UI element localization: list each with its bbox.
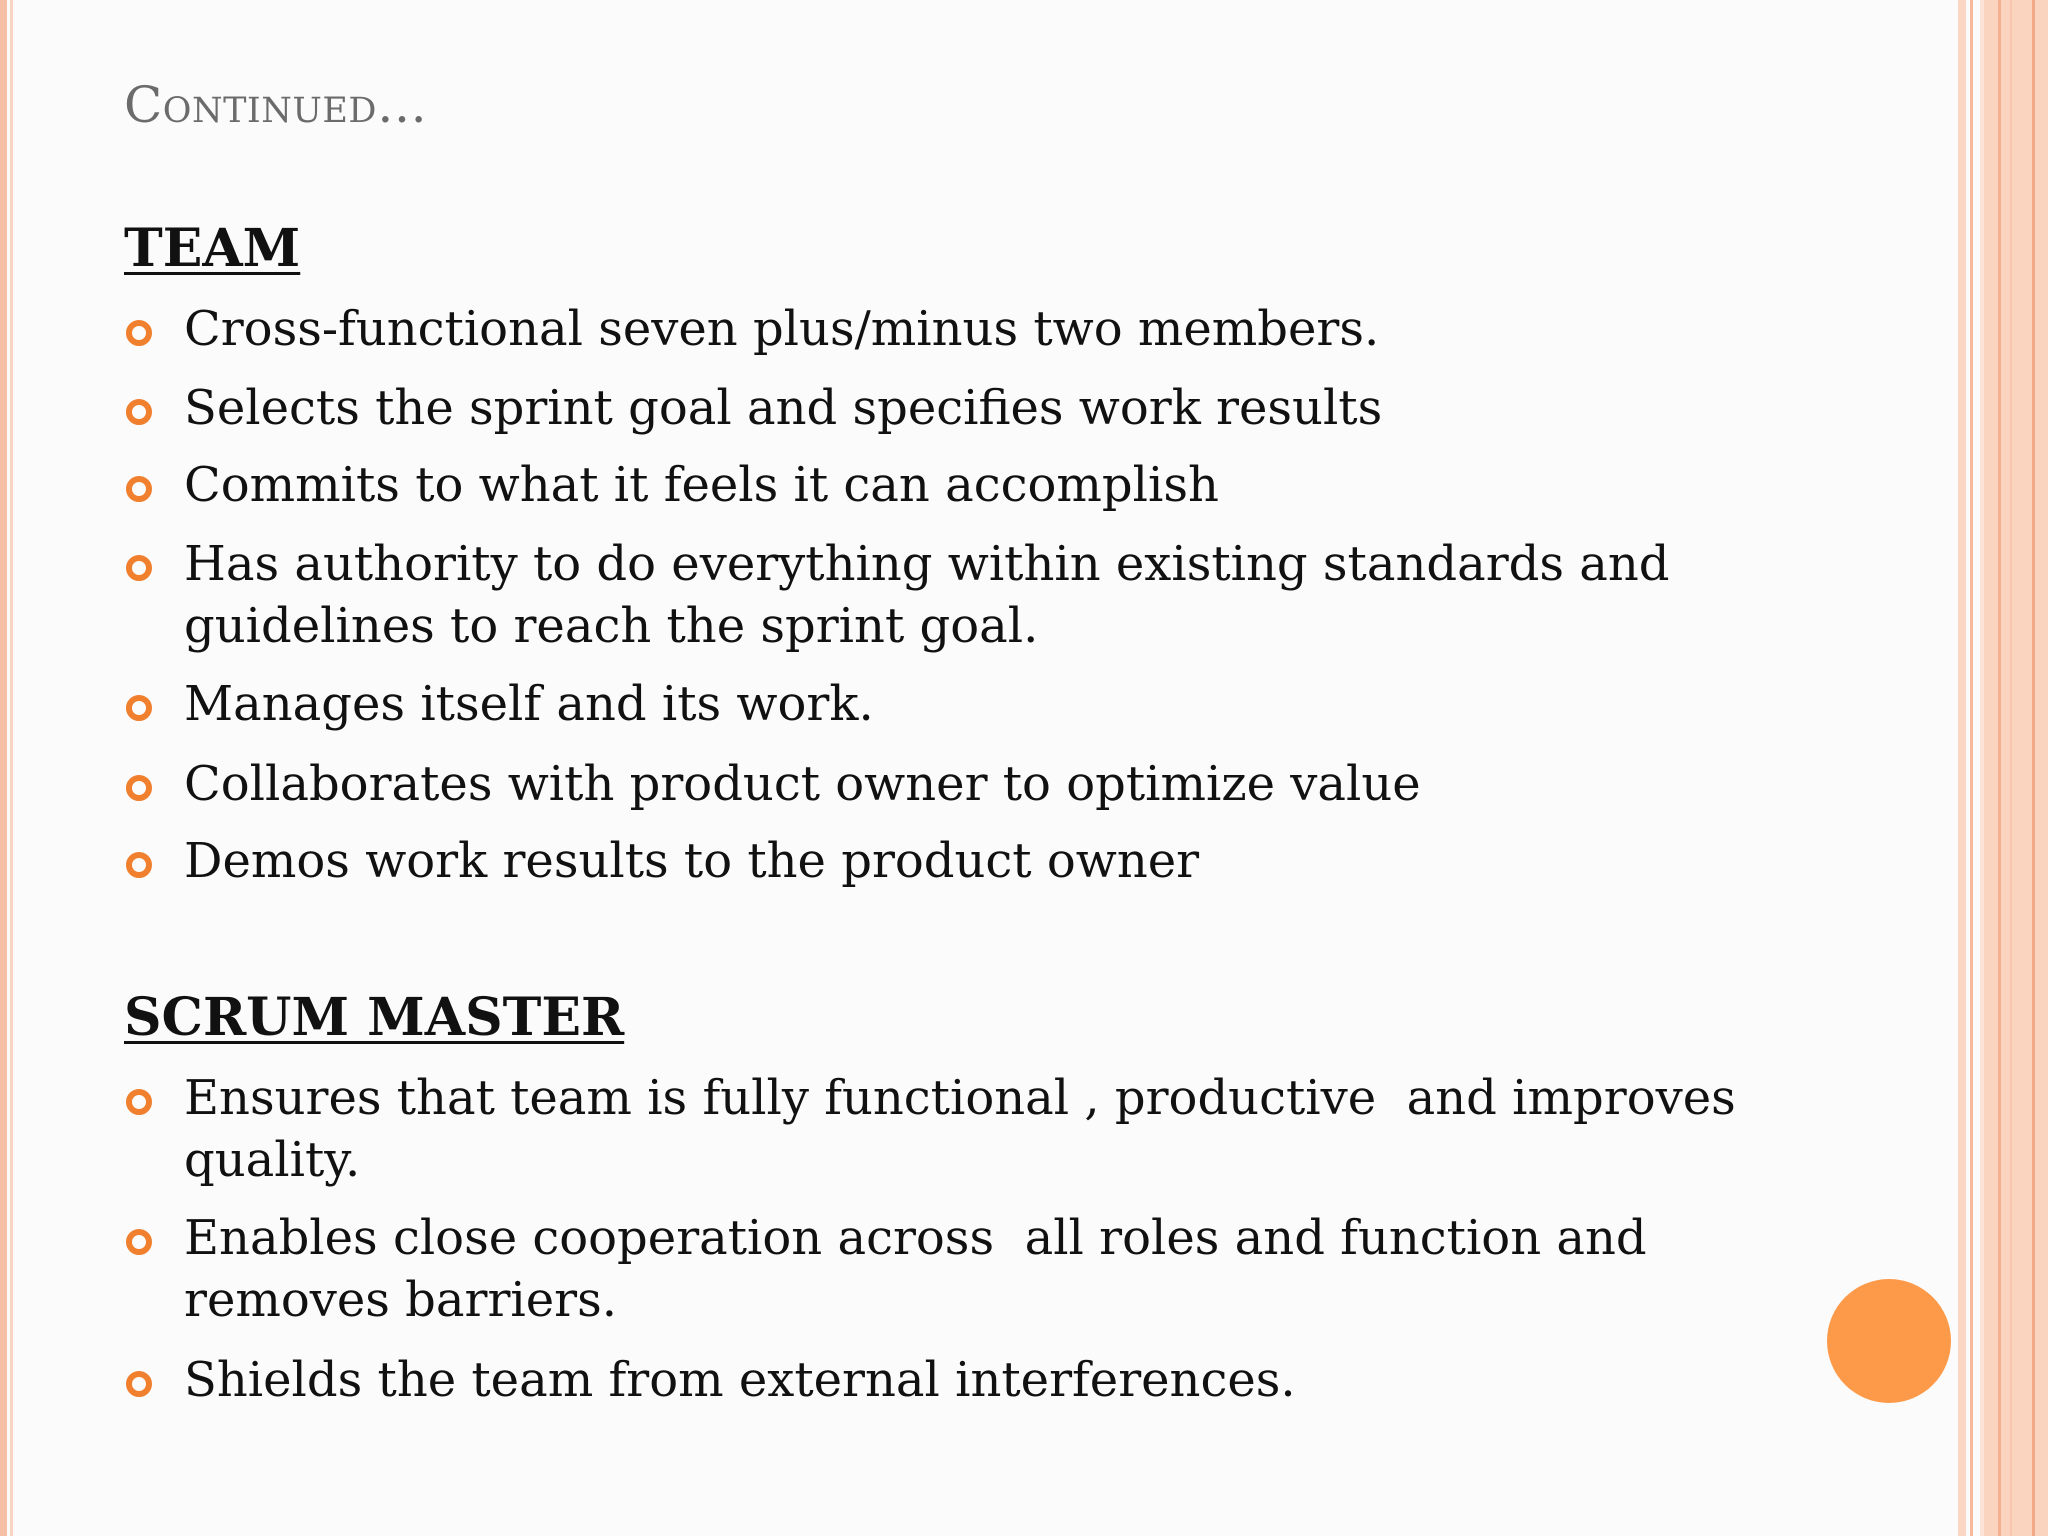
section-heading-scrum-master: SCRUM MASTER: [124, 987, 625, 1048]
decorative-orange-circle: [1827, 1279, 1951, 1403]
slide-title: Continued…: [124, 76, 428, 134]
ring-bullet-icon: [126, 775, 152, 801]
ring-bullet-icon: [126, 476, 152, 502]
bullet-text: Ensures that team is fully functional , productive and improves quality.: [184, 1070, 1736, 1188]
left-border: [0, 0, 7, 1536]
bullet-text: Collaborates with product owner to optimize value: [184, 756, 1421, 812]
right-stripe: [1958, 0, 1966, 1536]
bullet-text: Has authority to do everything within existing standards and guidelines to reach the sprint goal.: [184, 536, 1670, 654]
left-border-inner: [10, 0, 13, 1536]
ring-bullet-icon: [126, 555, 152, 581]
bullet-text: Enables close cooperation across all roles and function and removes barriers.: [184, 1210, 1647, 1328]
ring-bullet-icon: [126, 320, 152, 346]
bullet-text: Shields the team from external interferences.: [184, 1352, 1296, 1408]
right-stripe: [1998, 0, 2001, 1536]
ring-bullet-icon: [126, 399, 152, 425]
ring-bullet-icon: [126, 852, 152, 878]
bullet-text: Manages itself and its work.: [184, 676, 874, 732]
bullet-text: Cross-functional seven plus/minus two members.: [184, 301, 1380, 357]
ring-bullet-icon: [126, 1371, 152, 1397]
right-stripe: [1970, 0, 1973, 1536]
bullet-text: Selects the sprint goal and specifies work results: [184, 380, 1383, 436]
right-stripe: [2032, 0, 2035, 1536]
right-stripe-band: [1984, 0, 2048, 1536]
section-heading-team: TEAM: [124, 218, 301, 279]
bullet-text: Demos work results to the product owner: [184, 833, 1200, 889]
right-stripe: [2010, 0, 2012, 1536]
ring-bullet-icon: [126, 1229, 152, 1255]
ring-bullet-icon: [126, 1089, 152, 1115]
ring-bullet-icon: [126, 695, 152, 721]
bullet-text: Commits to what it feels it can accomplish: [184, 457, 1219, 513]
